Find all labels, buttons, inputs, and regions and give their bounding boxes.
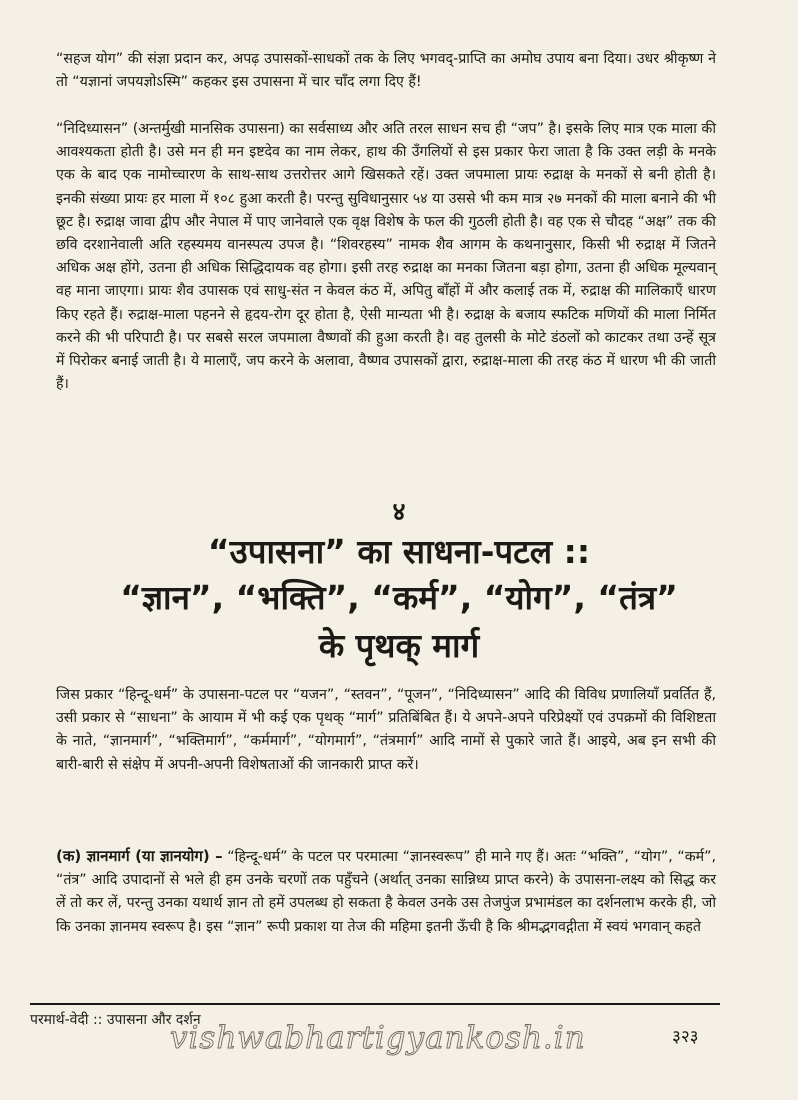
chapter-number: ४ bbox=[392, 497, 406, 526]
paragraph-nididhyasan-jap: “निदिध्यासन” (अन्तर्मुखी मानसिक उपासना) का सर्वसाध्य और अति तरल साधन सच ही “जप” है। इसके लिए मात्र एक माला की आवश्यकता होती है। उसे मन ही मन इष्टदेव का नाम लेकर, हाथ की उँगलियों से इस प्रकार फेरा जाता है कि उक्त लड़ी के मनके एक के बाद एक नामोच्चारण के साथ-साथ उत्तरोत्तर आगे खिसकते रहें। उक्त जपमाला प्रायः रुद्राक्ष के मनकों से बनी होती है। इनकी संख्या प्रायः हर माला में १०८ हुआ करती है। परन्तु सुविधानुसार ५४ या उससे भी कम मात्र २७ मनकों की माला बनाने की भी छूट है। रुद्राक्ष जावा द्वीप और नेपाल में पाए जानेवाले एक वृक्ष विशेष के फल की गुठली होती है। वह एक से चौदह “अक्ष” तक की छवि दरशानेवाली अति रहस्यमय वानस्पत्य उपज है। “शिवरहस्य” नामक शैव आगम के कथनानुसार, किसी भी रुद्राक्ष में जितने अधिक अक्ष होंगे, उतना ही अधिक सिद्धिदायक वह होगा। इसी तरह रुद्राक्ष का मनका जितना बड़ा होगा, उतना ही अधिक मूल्यवान् वह माना जाएगा। प्रायः शैव उपासक एवं साधु-संत न केवल कंठ में, अपितु बाँहों में और कलाई तक में, रुद्राक्ष की मालिकाएँ धारण किए रहते हैं। रुद्राक्ष-माला पहनने से हृदय-रोग दूर होता है, ऐसी मान्यता भी है। रुद्राक्ष के बजाय स्फटिक मणियों की माला निर्मित करने की भी परिपाटी है। पर सबसे सरल जपमाला वैष्णवों की हुआ करती है। वह तुलसी के मोटे डंठलों को काटकर तथा उन्हें सूत्र में पिरोकर बनाई जाती है। ये मालाएँ, जप करने के अलावा, वैष्णव उपासकों द्वारा, रुद्राक्ष-माला की तरह कंठ में धारण भी की जाती हैं। bbox=[56, 121, 716, 393]
page-number: ३२३ bbox=[672, 1027, 699, 1047]
watermark: vishwabhartigyankosh.in bbox=[170, 1020, 586, 1056]
paragraph-gyan-marg-text: “हिन्दू-धर्म” के पटल पर परमात्मा “ज्ञानस्वरूप” ही माने गए हैं। अतः “भक्ति”, “योग”, “कर्म”, “तंत्र” आदि उपादानों से भले ही हम उनके चरणों तक पहुँचने (अर्थात् उनका सान्निध्य प्राप्त करने) के उपासना-लक्ष्य को सिद्ध कर लें तो कर लें, परन्तु उनका यथार्थ ज्ञान तो हमें उपलब्ध हो सकता है केवल उनके उस तेजपुंज प्रभामंडल का दर्शनलाभ करके ही, जो कि उनका ज्ञानमय स्वरूप है। इस “ज्ञान” रूपी प्रकाश या तेज की महिमा इतनी ऊँची है कि श्रीमद्भगवद्गीता में स्वयं भगवान् कहते bbox=[56, 849, 716, 935]
chapter-title-line-1: “उपासना” का साधना-पटल :: bbox=[207, 532, 591, 571]
footer-divider bbox=[30, 1003, 720, 1005]
paragraph-sadhana-margas: जिस प्रकार “हिन्दू-धर्म” के उपासना-पटल पर “यजन”, “स्तवन”, “पूजन”, “निदिध्यासन” आदि की विविध प्रणालियाँ प्रवर्तित हैं, उसी प्रकार से “साधना” के आयाम में भी कई एक पृथक् “मार्ग” प्रतिबिंबित हैं। ये अपने-अपने परिप्रेक्ष्यों एवं उपक्रमों की विशिष्टता के नाते, “ज्ञानमार्ग”, “भक्तिमार्ग”, “कर्ममार्ग”, “योगमार्ग”, “तंत्रमार्ग” आदि नामों से पुकारे जाते हैं। आइये, अब इन सभी की बारी-बारी से संक्षेप में अपनी-अपनी विशेषताओं की जानकारी प्राप्त करें। bbox=[56, 687, 716, 773]
chapter-title-line-3: के पृथक् मार्ग bbox=[318, 626, 480, 665]
paragraph-sahaj-yoga: “सहज योग” की संज्ञा प्रदान कर, अपढ़ उपासकों-साधकों तक के लिए भगवद्-प्राप्ति का अमोघ उपाय बना दिया। उधर श्रीकृष्ण ने तो “यज्ञानां जपयज्ञोऽस्मि” कहकर इस उपासना में चार चाँद लगा दिए हैं! bbox=[56, 51, 716, 91]
chapter-title-line-2: “ज्ञान”, “भक्ति”, “कर्म”, “योग”, “तंत्र” bbox=[120, 578, 678, 617]
running-footer-title: परमार्थ-वेदी :: उपासना और दर्शन bbox=[30, 1012, 201, 1028]
paragraph-gyan-marg bbox=[56, 845, 716, 939]
subsection-heading-gyan-marg: (क) ज्ञानमार्ग (या ज्ञानयोग) – bbox=[56, 847, 223, 865]
